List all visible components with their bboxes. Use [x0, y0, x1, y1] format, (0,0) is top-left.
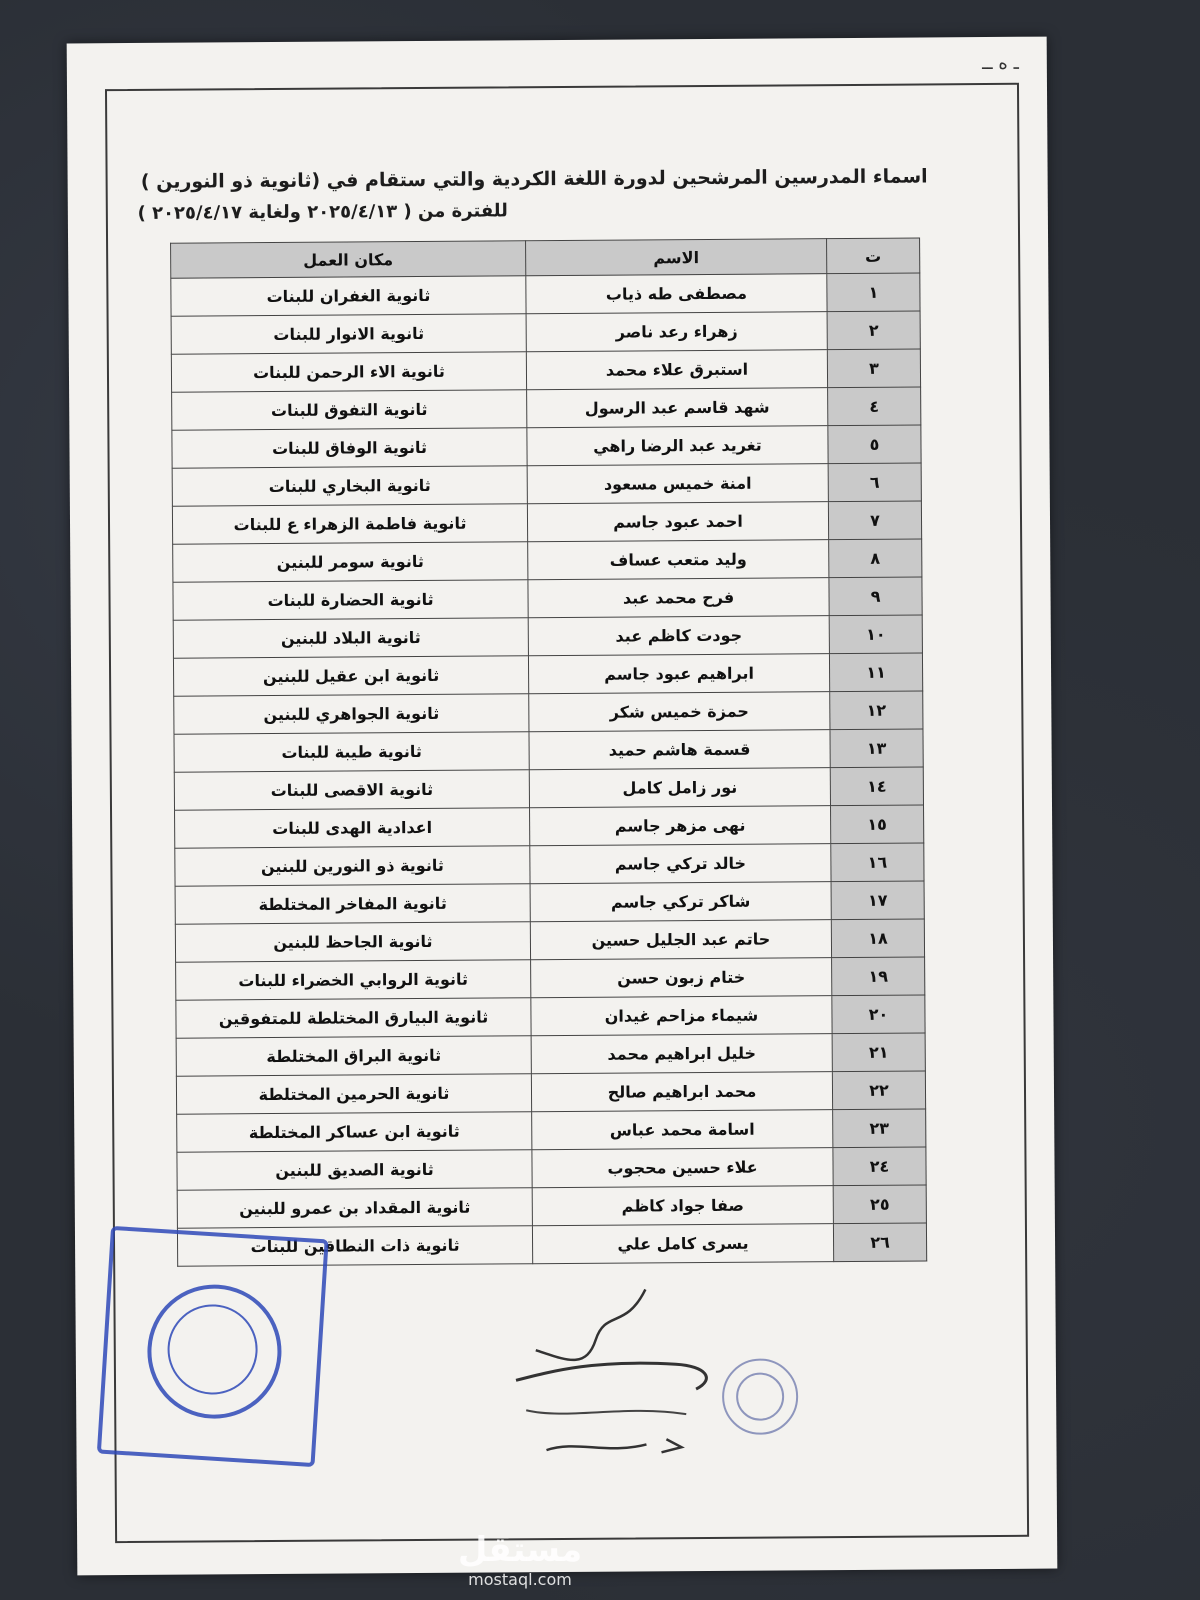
workplace: ثانوية سومر للبنين [173, 542, 528, 582]
teacher-name: نور زامل كامل [529, 768, 830, 808]
teacher-name: ابراهيم عبود جاسم [528, 654, 829, 694]
workplace: ثانوية الجواهري للبنين [174, 694, 529, 734]
teacher-name: وليد متعب عساف [528, 540, 829, 580]
teacher-name: فرح محمد عبد [528, 578, 829, 618]
workplace: ثانوية ابن عساكر المختلطة [177, 1112, 532, 1152]
row-number: ٨ [829, 539, 922, 578]
table-row [176, 995, 925, 1038]
row-number: ٥ [828, 425, 921, 464]
table-row [176, 1033, 925, 1076]
table-row [172, 463, 921, 506]
document-period: للفترة من ( ٢٠٢٥/٤/١٣ ولغاية ٢٠٢٥/٤/١٧ ) [137, 200, 508, 224]
teacher-name: شيماء مزاحم غيدان [531, 996, 832, 1036]
row-number: ١٠ [829, 615, 922, 654]
row-number: ١١ [829, 653, 922, 692]
row-number: ٣ [827, 349, 920, 388]
header-name: الاسم [526, 239, 827, 276]
teacher-name: علاء حسين محجوب [532, 1148, 833, 1188]
row-number: ١٣ [830, 729, 923, 768]
watermark-logo: مستقل [457, 1530, 583, 1570]
row-number: ٧ [828, 501, 921, 540]
row-number: ٢٤ [833, 1147, 926, 1186]
workplace: ثانوية المفاخر المختلطة [175, 884, 530, 924]
row-number: ٢ [827, 311, 920, 350]
table-row [177, 1109, 926, 1152]
workplace: اعدادية الهدى للبنات [175, 808, 530, 848]
official-stamp [97, 1226, 329, 1467]
row-number: ١٥ [831, 805, 924, 844]
teacher-name: خليل ابراهيم محمد [531, 1034, 832, 1074]
document-title: اسماء المدرسين المرشحين لدورة اللغة الكردية والتي ستقام في (ثانوية ذو النورين ) [140, 165, 928, 193]
teacher-name: مصطفى طه ذياب [526, 274, 827, 314]
workplace: ثانوية ذو النورين للبنين [175, 846, 530, 886]
workplace: ثانوية البراق المختلطة [176, 1036, 531, 1076]
header-work: مكان العمل [171, 241, 526, 278]
teacher-name: اسامة محمد عباس [532, 1110, 833, 1150]
row-number: ٢٢ [832, 1071, 925, 1110]
table-header-row [171, 238, 920, 278]
row-number: ١٦ [831, 843, 924, 882]
teacher-name: امنة خميس مسعود [527, 464, 828, 504]
table-row [173, 577, 922, 620]
teacher-name: احمد عبود جاسم [527, 502, 828, 542]
teacher-name: ختام زبون حسن [531, 958, 832, 998]
teacher-name: قسمة هاشم حميد [529, 730, 830, 770]
teacher-name: محمد ابراهيم صالح [531, 1072, 832, 1112]
table-row [173, 539, 922, 582]
table-row [174, 767, 923, 810]
table-row [174, 691, 923, 734]
teacher-name: جودت كاظم عبد [528, 616, 829, 656]
table-row [175, 919, 924, 962]
table-row [175, 843, 924, 886]
row-number: ٤ [828, 387, 921, 426]
teacher-name: استبرق علاء محمد [526, 350, 827, 390]
table-row [172, 425, 921, 468]
workplace: ثانوية طيبة للبنات [174, 732, 529, 772]
workplace: ثانوية البلاد للبنين [173, 618, 528, 658]
workplace: ثانوية الروابي الخضراء للبنات [176, 960, 531, 1000]
workplace: ثانوية البيارق المختلطة للمتفوقين [176, 998, 531, 1038]
workplace: ثانوية الجاحظ للبنين [175, 922, 530, 962]
workplace: ثانوية الاء الرحمن للبنات [171, 352, 526, 392]
table-row [173, 615, 922, 658]
table-row [171, 311, 920, 354]
table-row [173, 653, 922, 696]
workplace: ثانوية الاقصى للبنات [174, 770, 529, 810]
row-number: ١٨ [831, 919, 924, 958]
row-number: ١٩ [832, 957, 925, 996]
table-row [172, 387, 921, 430]
row-number: ٩ [829, 577, 922, 616]
row-number: ١٤ [830, 767, 923, 806]
workplace: ثانوية الحرمين المختلطة [176, 1074, 531, 1114]
workplace: ثانوية ذات النطاقين للبنات [177, 1226, 532, 1266]
workplace: ثانوية الانوار للبنات [171, 314, 526, 354]
row-number: ٢١ [832, 1033, 925, 1072]
teacher-name: صفا جواد كاظم [532, 1186, 833, 1226]
workplace: ثانوية الحضارة للبنات [173, 580, 528, 620]
watermark-url: mostaql.com [468, 1570, 572, 1589]
table-row [177, 1185, 926, 1228]
teacher-name: زهراء رعد ناصر [526, 312, 827, 352]
row-number: ٢٥ [833, 1185, 926, 1224]
row-number: ١٧ [831, 881, 924, 920]
table-row [174, 729, 923, 772]
teacher-name: شهد قاسم عبد الرسول [527, 388, 828, 428]
table-row [177, 1147, 926, 1190]
workplace: ثانوية البخاري للبنات [172, 466, 527, 506]
row-number: ٢٦ [833, 1223, 926, 1262]
workplace: ثانوية فاطمة الزهراء ع للبنات [172, 504, 527, 544]
row-number: ١٢ [830, 691, 923, 730]
workplace: ثانوية الغفران للبنات [171, 276, 526, 316]
workplace: ثانوية ابن عقيل للبنين [173, 656, 528, 696]
teacher-name: حاتم عبد الجليل حسين [530, 920, 831, 960]
workplace: ثانوية الوفاق للبنات [172, 428, 527, 468]
row-number: ٦ [828, 463, 921, 502]
table-row [176, 1071, 925, 1114]
teacher-name: حمزة خميس شكر [529, 692, 830, 732]
row-number: ١ [827, 273, 920, 312]
teacher-name: تغريد عبد الرضا راهي [527, 426, 828, 466]
workplace: ثانوية المقداد بن عمرو للبنين [177, 1188, 532, 1228]
table-row [175, 805, 924, 848]
table-row [171, 349, 920, 392]
table-row [176, 957, 925, 1000]
teacher-name: خالد تركي جاسم [530, 844, 831, 884]
workplace: ثانوية الصديق للبنين [177, 1150, 532, 1190]
teacher-name: يسرى كامل علي [532, 1224, 833, 1264]
header-num: ت [827, 238, 920, 274]
workplace: ثانوية التفوق للبنات [172, 390, 527, 430]
row-number: ٢٠ [832, 995, 925, 1034]
teacher-name: نهى مزهر جاسم [530, 806, 831, 846]
row-number: ٢٣ [833, 1109, 926, 1148]
teacher-name: شاكر تركي جاسم [530, 882, 831, 922]
table-row [172, 501, 921, 544]
round-seal [722, 1358, 799, 1435]
watermark [440, 1530, 600, 1590]
signature [475, 1269, 736, 1471]
table-row [175, 881, 924, 924]
table-row [171, 273, 920, 316]
document-paper [67, 37, 1058, 1576]
round-seal-inner [736, 1372, 784, 1420]
corner-mark: ـ ه ــ [982, 52, 1019, 75]
teachers-table [170, 237, 927, 1266]
